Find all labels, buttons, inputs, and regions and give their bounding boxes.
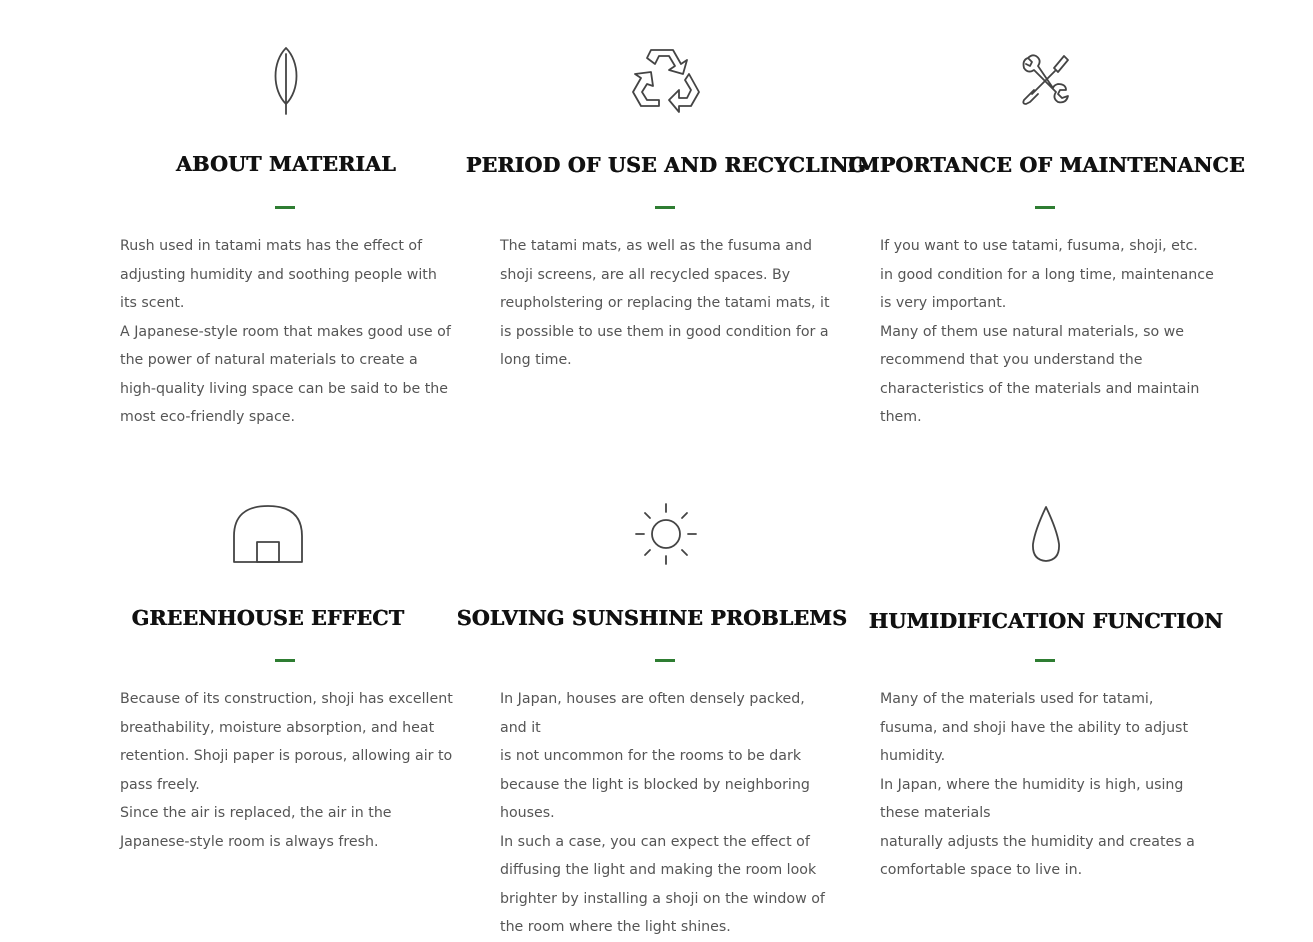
title-divider (1035, 659, 1055, 662)
paragraph: A Japanese-style room that makes good use of the power of natural materials to create a high-quality living space can be said to be the most eco-friendly space. (120, 323, 451, 425)
greenhouse-icon (78, 502, 458, 582)
water-drop-icon (856, 504, 1236, 584)
tools-icon (856, 52, 1236, 132)
title-divider (275, 659, 295, 662)
paragraph: The tatami mats, as well as the fusuma and shoji screens, are all recycled spaces. By reupholstering or replacing the tatami mats, it is possible to use them in good condition for a long time. (500, 238, 830, 368)
paragraph: In Japan, where the humidity is high, using these materials (880, 776, 1184, 821)
feature-description (120, 232, 455, 432)
feature-title: HUMIDIFICATION FUNCTION (868, 609, 1224, 633)
paragraph: Since the air is replaced, the air in the Japanese-style room is always fresh. (120, 805, 392, 850)
feature-description (500, 232, 835, 375)
paragraph: If you want to use tatami, fusuma, shoji, etc. in good condition for a long time, maintenance is very important. (880, 238, 1214, 311)
feature-description (880, 232, 1215, 432)
paragraph: Many of them use natural materials, so we recommend that you understand the characteristics of the materials and maintain them. (880, 323, 1200, 425)
title-divider (1035, 206, 1055, 209)
title-divider (655, 206, 675, 209)
feature-description (120, 685, 455, 856)
paragraph: is not uncommon for the rooms to be dark because the light is blocked by neighboring houses. (500, 748, 810, 821)
paragraph: In Japan, houses are often densely packed, and it (500, 691, 805, 736)
leaf-icon (96, 44, 476, 124)
feature-title: SOLVING SUNSHINE PROBLEMS (456, 606, 848, 630)
feature-title: PERIOD OF USE AND RECYCLING (466, 153, 867, 177)
feature-title: IMPORTANCE OF MAINTENANCE (847, 153, 1245, 177)
sun-icon (476, 502, 856, 582)
feature-title: GREENHOUSE EFFECT (131, 606, 405, 630)
paragraph: Rush used in tatami mats has the effect of adjusting humidity and soothing people with its scent. (120, 238, 437, 311)
feature-description (500, 685, 835, 942)
paragraph: Because of its construction, shoji has excellent breathability, moisture absorption, and heat retention. Shoji paper is porous, allowing air to pass freely. (120, 691, 453, 793)
recycle-icon (476, 44, 856, 124)
paragraph: Many of the materials used for tatami, fusuma, and shoji have the ability to adjust humidity. (880, 691, 1189, 764)
title-divider (275, 206, 295, 209)
paragraph: naturally adjusts the humidity and creates a comfortable space to live in. (880, 833, 1195, 878)
feature-description (880, 685, 1215, 885)
title-divider (655, 659, 675, 662)
feature-title: ABOUT MATERIAL (176, 152, 396, 176)
paragraph: In such a case, you can expect the effect of diffusing the light and making the room look brighter by installing a shoji on the window of the room where the light shines. (500, 833, 825, 935)
